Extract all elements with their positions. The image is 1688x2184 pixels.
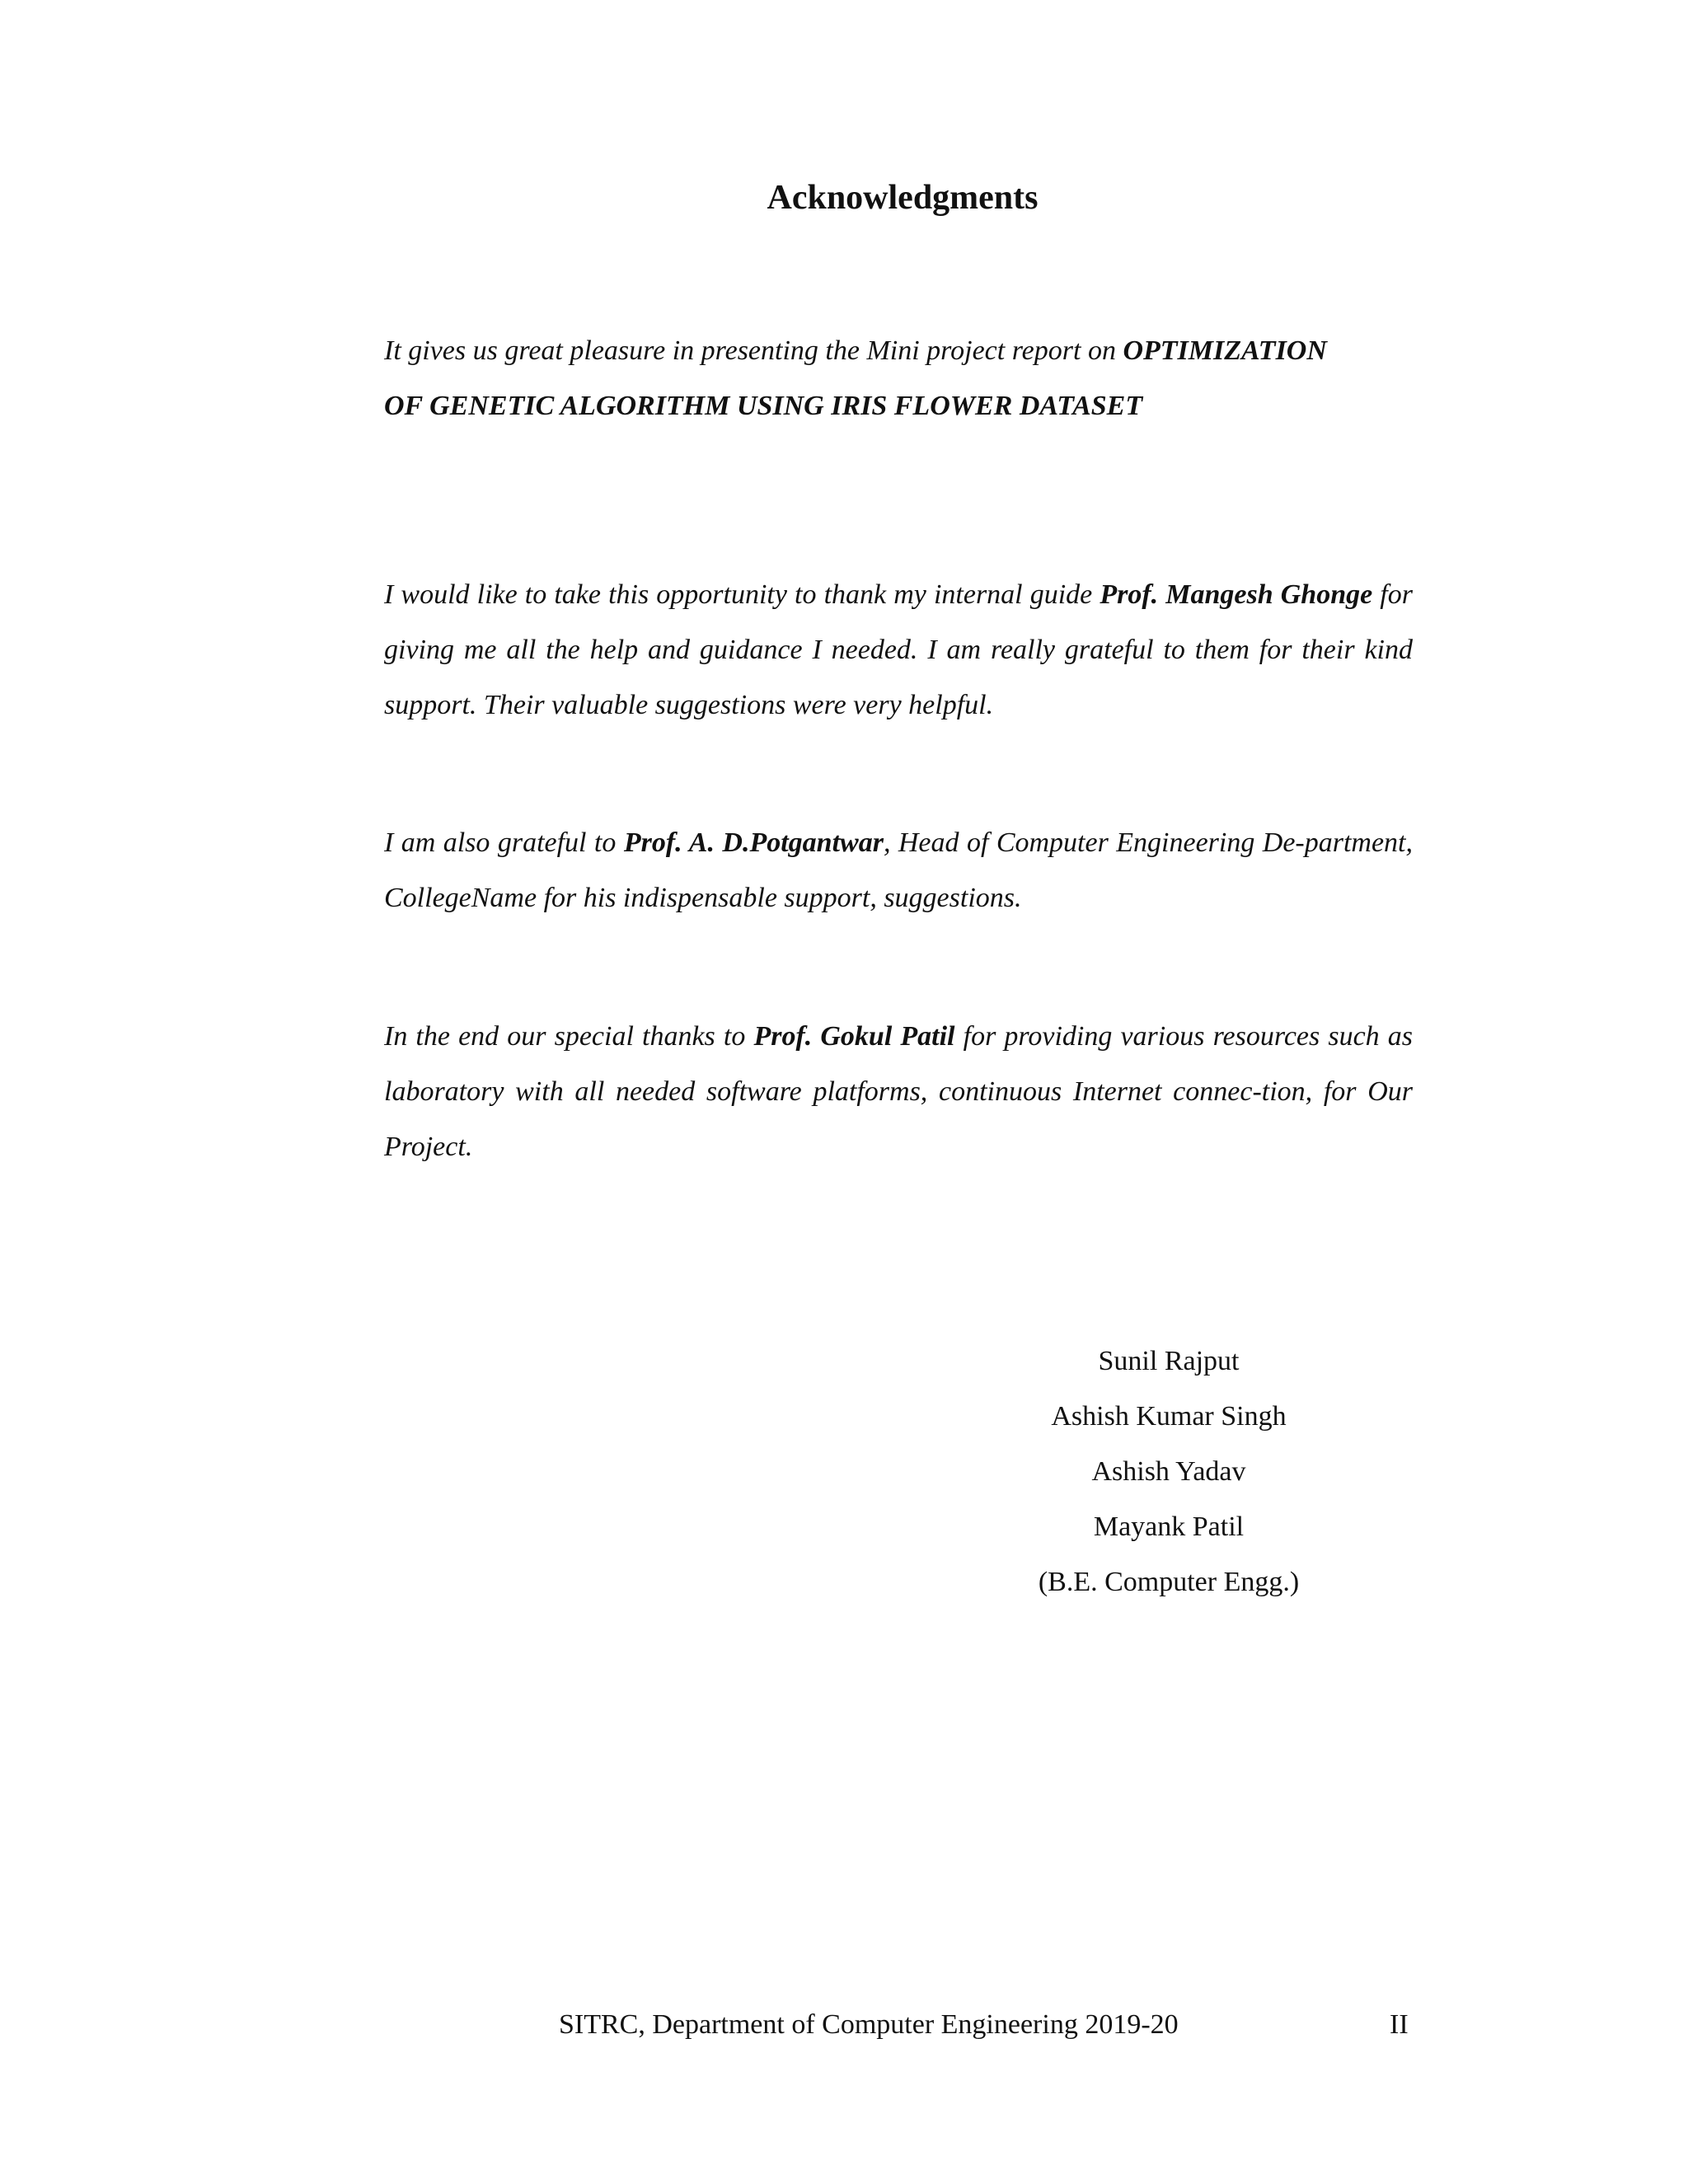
resources-thanks-text-b: for providing various resources such as laboratory with all needed software platforms, continuous Internet connec-tion, for Our Project. (384, 1021, 1414, 1162)
intro-text: It gives us great pleasure in presenting the Mini project report on (384, 335, 1123, 366)
project-title-part-2: OF GENETIC ALGORITHM USING IRIS FLOWER DATASET (384, 391, 1143, 421)
page-number: II (1390, 2009, 1409, 2040)
hod-name: Prof. A. D.Potgantwar (623, 827, 884, 858)
signatory-degree: (B.E. Computer Engg.) (1038, 1567, 1300, 1597)
guide-thanks-text-b: for giving me all the help and guidance I needed. I am really grateful to them for their kind support. Their valuable suggestions were very helpful. (384, 579, 1413, 720)
intro-paragraph (384, 323, 1413, 434)
guide-thanks-text-a: I would like to take this opportunity to thank my internal guide (384, 579, 1100, 610)
signatory-name: Sunil Rajput (1098, 1346, 1240, 1376)
hod-thanks-text-a: I am also grateful to (384, 827, 624, 858)
signatory-name: Ashish Kumar Singh (1051, 1401, 1287, 1432)
resources-thanks-text-a: In the end our special thanks to (384, 1021, 754, 1052)
signatory-name: Mayank Patil (1093, 1511, 1245, 1542)
hod-thanks-text-b: , Head of Computer Engineering De-partment, CollegeName for his indispensable support, suggestions. (384, 827, 1413, 913)
signature-block (963, 1333, 1375, 1610)
guide-name: Prof. Mangesh Ghonge (1100, 579, 1373, 610)
signatory-name: Ashish Yadav (1091, 1456, 1246, 1487)
resources-prof-name: Prof. Gokul Patil (753, 1021, 955, 1052)
project-title-part-1: OPTIMIZATION (1123, 335, 1327, 366)
page-title: Acknowledgments (767, 179, 1039, 217)
guide-thanks-paragraph (384, 567, 1413, 733)
resources-thanks-paragraph (384, 1009, 1413, 1174)
footer-text: SITRC, Department of Computer Engineering 2019-20 (559, 2009, 1179, 2040)
hod-thanks-paragraph (384, 815, 1413, 926)
